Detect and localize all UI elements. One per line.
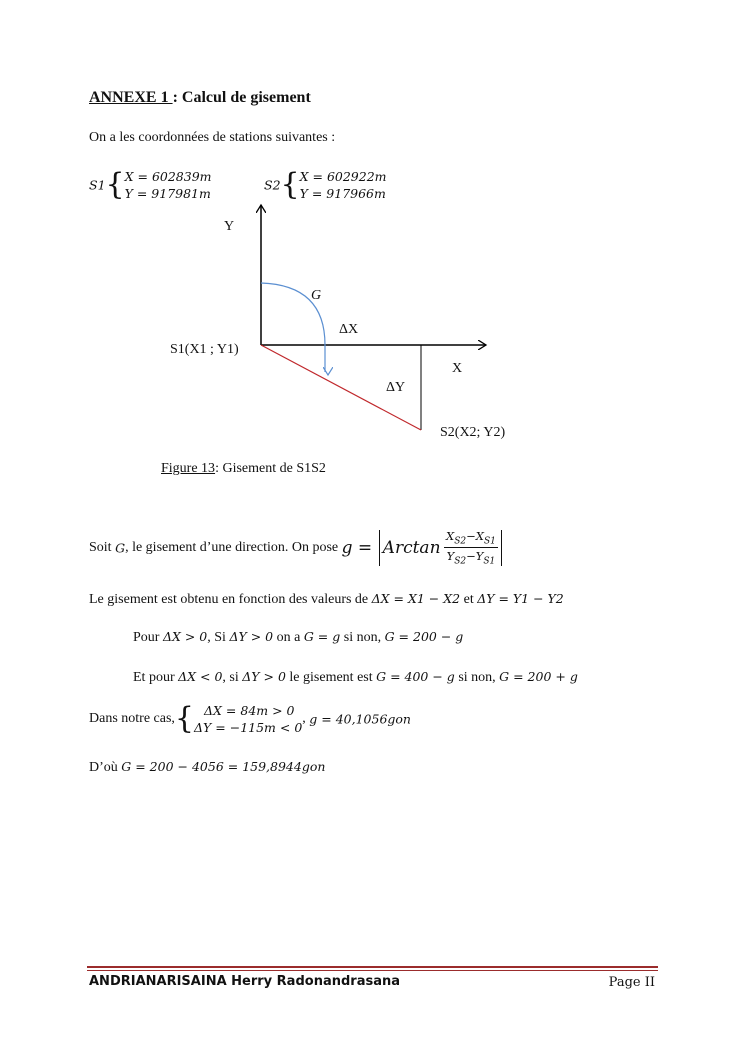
conclusion <box>89 759 325 776</box>
point-s2-label: S2(X2; Y2) <box>440 425 506 440</box>
y-axis-label: Y <box>224 219 235 234</box>
station-s1-label: S1 <box>89 177 106 193</box>
rule-1-t1: Pour <box>133 630 163 645</box>
station-s1-x: X = 602839m <box>124 169 212 184</box>
formula-fraction <box>444 529 498 567</box>
x-axis-label: X <box>452 361 463 376</box>
station-s2-brace: { <box>280 167 300 202</box>
rule-intro-math2: ΔY = Y1 − Y2 <box>477 591 564 606</box>
case-text: Dans notre cas, <box>89 711 175 726</box>
footer-page-number: Page II <box>608 975 655 990</box>
station-s2-label: S2 <box>264 177 281 193</box>
case-system <box>194 702 302 736</box>
case-line1: ΔX = 84m > 0 <box>204 703 295 718</box>
conclusion-text: D’où <box>89 760 122 775</box>
rule-1-m3: G = g <box>303 629 341 644</box>
rule-1-t4: si non, <box>340 630 385 645</box>
rule-2-t3: le gisement est <box>285 670 377 685</box>
figure-caption-label: Figure 13 <box>161 461 216 476</box>
footer-rule-thick <box>87 966 658 968</box>
rule-1-m2: ΔY > 0 <box>229 629 274 644</box>
formula-lhs: g = <box>341 537 373 558</box>
rule-intro-text1: Le gisement est obtenu en fonction des valeurs de <box>89 592 372 607</box>
case-result: g = 40,1056gon <box>309 711 411 727</box>
formula-middle: , le gisement d’une direction. On pose <box>125 539 342 555</box>
abs-bar-left <box>379 530 380 566</box>
formula-func: Arctan <box>382 537 441 558</box>
rule-1-t2: , Si <box>207 630 230 645</box>
figure-caption-text: : Gisement de S1S2 <box>215 461 326 476</box>
rule-2-m1: ΔX < 0 <box>178 669 223 684</box>
station-s1-brace: { <box>105 167 125 202</box>
rule-1-m4: G = 200 − g <box>384 629 464 644</box>
rule-2-t4: si non, <box>454 670 500 685</box>
station-s1-y: Y = 917981m <box>124 186 211 201</box>
rule-2 <box>133 669 578 686</box>
rule-2-m2: ΔY > 0 <box>242 669 286 684</box>
rule-intro-math1: ΔX = X1 − X2 <box>371 591 461 606</box>
rule-intro <box>89 591 564 608</box>
footer-rule-thin <box>87 970 658 971</box>
formula-numerator: $X_{S2}-X_{S1}$ <box>446 529 496 547</box>
rule-2-t1: Et pour <box>133 670 179 685</box>
conclusion-math: G = 200 − 4056 = 159,8944gon <box>121 759 326 774</box>
case-brace: { <box>174 701 195 736</box>
footer-author: ANDRIANARISAINA Herry Radonandrasana <box>89 974 401 989</box>
angle-label: G <box>311 288 322 303</box>
rule-2-t2: , si <box>222 670 243 685</box>
rule-1-t3: on a <box>273 630 304 645</box>
station-s2-x: X = 602922m <box>299 169 387 184</box>
formula-prefix: Soit <box>89 539 116 555</box>
formula-line <box>89 529 505 567</box>
case-line <box>89 702 411 736</box>
rule-intro-text2: et <box>460 592 478 607</box>
rule-1 <box>133 629 463 646</box>
station-s2-y: Y = 917966m <box>299 186 386 201</box>
case-sep: , <box>302 711 306 726</box>
abs-bar-right <box>501 530 502 566</box>
rule-2-m4: G = 200 + g <box>499 669 578 684</box>
case-line2: ΔY = −115m < 0 <box>194 720 303 735</box>
bearing-diagram <box>0 0 745 470</box>
figure-caption <box>161 461 326 477</box>
delta-y-label: ΔY <box>386 380 406 395</box>
delta-x-label: ΔX <box>339 322 359 337</box>
formula-var: G <box>115 540 126 556</box>
title-subject: : Calcul de gisement <box>172 89 311 106</box>
rule-2-m3: G = 400 − g <box>376 669 455 684</box>
intro-text: On a les coordonnées de stations suivantes : <box>89 130 336 145</box>
formula-denominator: $Y_{S2}-Y_{S1}$ <box>446 549 496 567</box>
rule-1-m1: ΔX > 0 <box>162 629 208 644</box>
point-s1-label: S1(X1 ; Y1) <box>170 342 239 357</box>
title-annex: ANNEXE 1 <box>89 89 173 106</box>
